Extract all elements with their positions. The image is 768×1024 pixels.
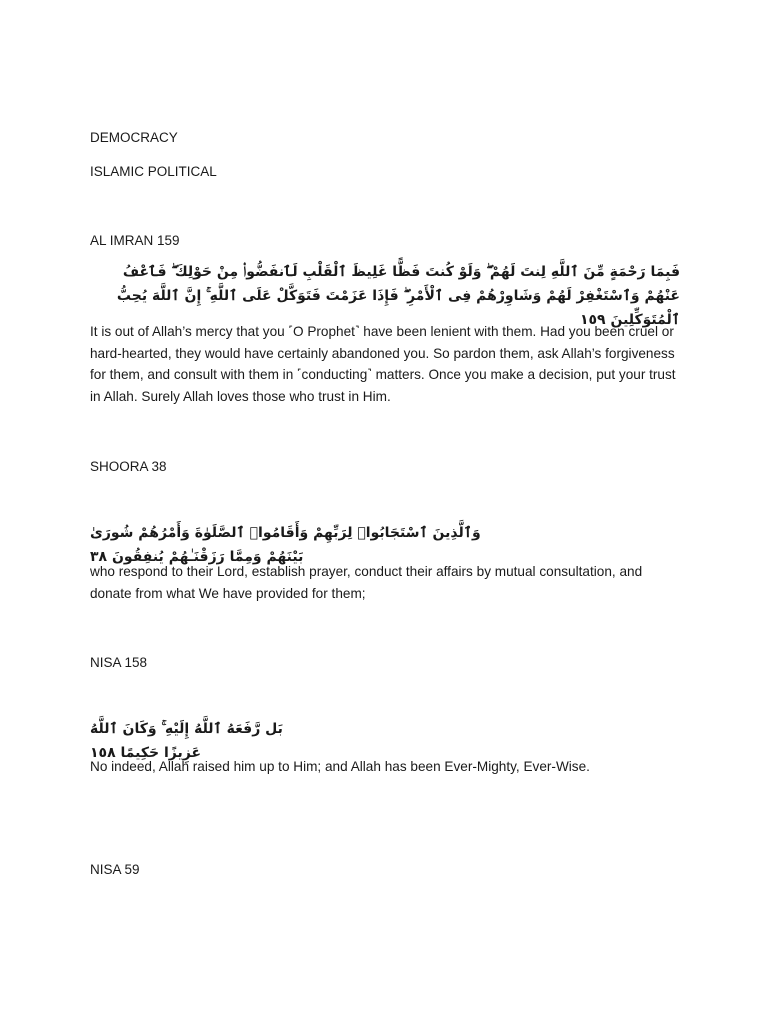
translation-shoora-38: who respond to their Lord, establish prayer, conduct their affairs by mutual consultation, and donate from what We have provided for them; (90, 564, 643, 601)
section-heading-nisa-158: NISA 158 (90, 655, 148, 670)
arabic-verse-al-imran-159: فَبِمَا رَحْمَةٍ مِّنَ ٱللَّهِ لِنتَ لَهُمْ ۖ وَلَوْ كُنتَ فَظًّا غَلِيظَ ٱلْقَلْبِ لَٱنفَضُّوا۟ مِنْ حَوْلِكَ ۖ فَٱعْفُ عَنْهُمْ وَٱسْتَغْفِرْ لَهُمْ وَشَاوِرْهُمْ فِى ٱلْأَمْرِ ۖ فَإِذَا عَزَمْتَ فَتَوَكَّلْ عَلَى ٱللَّهِ ۚ إِنَّ ٱللَّهَ يُحِبُّ ٱلْمُتَوَكِّلِينَ ١٥٩ (116, 264, 680, 328)
document-subtitle: ISLAMIC POLITICAL (90, 164, 217, 179)
translation-al-imran-159: It is out of Allah’s mercy that you ˹O Prophet˺ have been lenient with them. Had you been cruel or hard-hearted, they would have certainly abandoned you. So pardon them, ask Allah’s forgiveness for them, and consult with them in ˹conducting˺ matters. Once you make a decision, put your trust in Allah. Surely Allah loves those who trust in Him. (90, 324, 676, 404)
arabic-verse-shoora-38: وَٱلَّذِينَ ٱسْتَجَابُوا۟ لِرَبِّهِمْ وَأَقَامُوا۟ ٱلصَّلَوٰةَ وَأَمْرُهُمْ شُورَىٰ بَيْنَهُمْ وَمِمَّا رَزَقْنَـٰهُمْ يُنفِقُونَ ٣٨ (90, 525, 481, 565)
section-heading-al-imran-159: AL IMRAN 159 (90, 233, 180, 248)
translation-nisa-158: No indeed, Allah raised him up to Him; and Allah has been Ever-Mighty, Ever-Wise. (90, 759, 590, 774)
document-title: DEMOCRACY (90, 130, 178, 145)
section-heading-nisa-59: NISA 59 (90, 862, 140, 877)
section-heading-shoora-38: SHOORA 38 (90, 459, 167, 474)
arabic-verse-nisa-158: بَل رَّفَعَهُ ٱللَّهُ إِلَيْهِ ۚ وَكَانَ ٱللَّهُ عَزِيزًا حَكِيمًا ١٥٨ (90, 721, 283, 761)
